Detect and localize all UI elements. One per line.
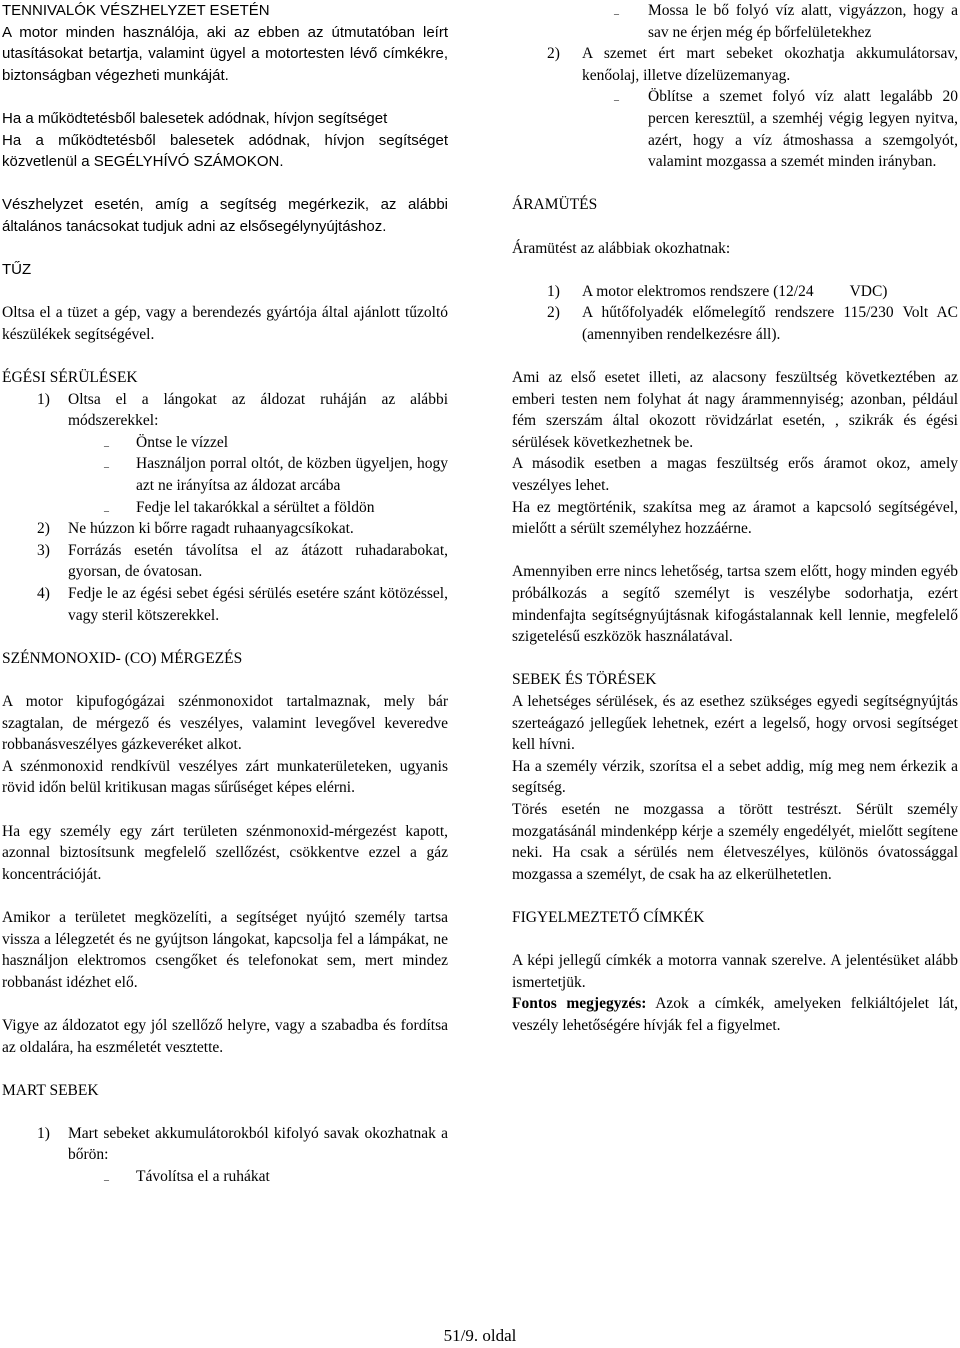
shock-heading: ÁRAMÜTÉS <box>512 196 598 214</box>
bullet-text: Használjon porral oltót, de közben ügyeljen, hogy azt ne irányítsa az áldozat arcába <box>136 455 448 495</box>
list-number: 1) <box>37 1124 50 1142</box>
list-number: 4) <box>37 585 50 603</box>
fire-heading: TŰZ <box>2 261 32 279</box>
list-text: Fedje le az égési sebet égési sérülés esetére szánt kötözéssel, vagy steril kötszerekkel. <box>68 585 448 624</box>
list-text: A hűtőfolyadék előmelegítő rendszere 115/230 Volt AC (amennyiben rendelkezésre áll). <box>582 304 958 343</box>
co-heading: SZÉNMONOXID- (CO) MÉRGEZÉS <box>2 649 243 667</box>
right-column <box>512 0 958 1037</box>
bullet-text: Távolítsa el a ruhákat <box>136 1168 270 1186</box>
list-number: 3) <box>37 541 50 559</box>
list-text: A motor elektromos rendszere (12/24 <box>582 282 814 300</box>
section-title: TENNIVALÓK VÉSZHELYZET ESETÉN <box>2 2 270 19</box>
labels-note <box>512 993 958 1036</box>
list-text: A szemet ért mart sebeket okozhatja akkumulátorsav, kenőolaj, illetve dízelüzemanyag. <box>582 45 958 84</box>
left-column <box>2 0 448 1188</box>
list-item <box>2 540 448 583</box>
list-text: Mart sebeket akkumulátorokból kifolyó savak okozhatnak a bőrön: <box>68 1124 448 1164</box>
labels-note-text: Azok a címkék, amelyeken felkiáltójelet lát, veszély lehetőségére hívják fel a figyelmet. <box>512 995 958 1034</box>
accident-line-2: Ha a működtetésből balesetek adódnak, hívjon segítséget közvetlenül a SEGÉLYHÍVÓ SZÁMOKON. <box>2 131 448 171</box>
co-paragraph-3: Ha egy személy egy zárt területen szénmonoxid-mérgezést kapott, azonnal biztosítsunk megfelelő szellőzést, csökkentve ezzel a gáz koncentrációját. <box>2 822 448 883</box>
list-number: 2) <box>547 304 560 322</box>
list-item <box>512 281 958 303</box>
list-number: 1) <box>37 390 50 408</box>
bullet-item <box>2 1166 448 1188</box>
page-number: 51/9. oldal <box>443 1326 517 1345</box>
bullet-text: Mossa le bő folyó víz alatt, vigyázzon, hogy a sav ne érjen még ép bőrfelületekhez <box>648 2 958 41</box>
list-number: 2) <box>547 45 560 63</box>
labels-paragraph-1: A képi jellegű címkék a motorra vannak szerelve. A jelentésüket alább ismertetjük. <box>512 952 958 991</box>
list-item <box>2 583 448 626</box>
shock-paragraph-1: Ami az első esetet illeti, az alacsony feszültség következtében az emberi testen nem folyhat át nagy árammennyiség; azonban, például fém szerszám által okozott rövidzárlat esetén, , szikrák és égési sérülések következhetnek be. <box>512 369 958 451</box>
co-paragraph-1: A motor kipufogógázai szénmonoxidot tartalmaznak, mely bár szagtalan, de mérgező és veszélyes, valamint levegővel keveredve robbanásveszélyes gázkeveréket alkot. <box>2 693 448 754</box>
list-item <box>2 518 448 540</box>
fractures-paragraph-3: Törés esetén ne mozgassa a törött testrészt. Sérült személy mozgatásánál mindenképp kérje a személy engedélyét, mielőtt segítene neki. Ha csak a sérülés nem életveszélyes, különös óvatossággal mozgassa a személyt, de csak ha az elkerülhetetlen. <box>512 800 958 883</box>
fractures-paragraph-2: Ha a személy vérzik, szorítsa el a sebet addig, míg meg nem érkezik a segítség. <box>512 757 958 797</box>
cuts-heading: MART SEBEK <box>2 1081 99 1099</box>
labels-heading: FIGYELMEZTETŐ CÍMKÉK <box>512 908 705 926</box>
bullet-text: Öntse le vízzel <box>136 433 229 451</box>
accident-line-1: Ha a működtetésből balesetek adódnak, hívjon segítséget <box>2 109 388 127</box>
bullet-item <box>2 453 448 496</box>
list-text: Ne húzzon ki bőrre ragadt ruhaanyagcsíkokat. <box>68 520 354 538</box>
bullet-mark: _ <box>614 5 619 16</box>
shock-paragraph-4: Amennyiben erre nincs lehetőség, tartsa szem előtt, hogy minden egyéb próbálkozás a segítő személyt is veszélybe sodorhatja, ezért mindenfajta segítségnyújtásnak kifogástalannak kell lennie, megfelelő szigetelésű eszközök használatával. <box>512 563 958 646</box>
bullet-mark: _ <box>104 458 109 470</box>
list-text: Forrázás esetén távolítsa el az átázott ruhadarabokat, gyorsan, de óvatosan. <box>68 541 448 581</box>
list-number: 1) <box>547 282 560 300</box>
bullet-mark: _ <box>104 436 109 448</box>
emergency-advice: Vészhelyzet esetén, amíg a segítség megérkezik, az alábbi általános tanácsokat tudjuk adni az elsősegélynyújtáshoz. <box>2 196 448 235</box>
fire-text: Oltsa el a tüzet a gép, vagy a berendezés gyártója által ajánlott tűzoltó készülékek segítségével. <box>2 304 448 343</box>
list-item <box>2 1123 448 1166</box>
bullet-item <box>2 497 448 519</box>
bullet-mark: _ <box>104 501 109 513</box>
bullet-text: Fedje lel takarókkal a sérültet a földön <box>136 498 375 516</box>
list-item <box>512 302 958 345</box>
co-paragraph-5: Vigye az áldozatot egy jól szellőző helyre, vagy a szabadba és fordítsa az oldalára, ha eszméletét vesztette. <box>2 1016 448 1056</box>
co-paragraph-4: Amikor a területet megközelíti, a segítséget nyújtó személy tartsa vissza a lélegzetét és ne gyújtson lángokat, kapcsolja fel a lámpákat, ne használjon elektromos csengőket és telefonokat sem, mert mindez robbanást idézhet elő. <box>2 908 448 991</box>
list-text-unit: VDC) <box>849 282 888 300</box>
shock-paragraph-2: A második esetben a magas feszültség erős áramot okoz, amely veszélyes lehet. <box>512 455 958 495</box>
burns-heading: ÉGÉSI SÉRÜLÉSEK <box>2 369 138 387</box>
intro-paragraph: A motor minden használója, aki az ebben az útmutatóban leírt utasításokat betartja, valamint ügyel a motortesten lévő címkékre, biztonságban végezheti munkáját. <box>2 23 448 84</box>
bullet-mark: _ <box>104 1171 109 1183</box>
list-item <box>512 43 958 86</box>
bullet-text: Öblítse a szemet folyó víz alatt legalább 20 percen keresztül, a szemhéj végig legyen nyitva, azért, hogy a víz átmoshassa a szemgolyót, valamint mozgassa a szemét minden irányban. <box>648 88 958 171</box>
list-item <box>2 389 448 432</box>
bullet-item <box>2 432 448 454</box>
list-number: 2) <box>37 520 50 538</box>
fractures-paragraph-1: A lehetséges sérülések, és az esethez szükséges egyedi segítségnyújtás szerteágazó jellegűek lehetnek, ezért a legelső, hogy orvosi segítséget kell hívni. <box>512 693 958 754</box>
fractures-heading: SEBEK ÉS TÖRÉSEK <box>512 671 657 689</box>
shock-intro: Áramütést az alábbiak okozhatnak: <box>512 239 731 257</box>
shock-paragraph-3: Ha ez megtörténik, szakítsa meg az áramot a kapcsoló segítségével, mielőtt a sérült személyhez hozzáérne. <box>512 498 958 538</box>
list-text: Oltsa el a lángokat az áldozat ruháján az alábbi módszerekkel: <box>68 390 448 430</box>
labels-note-bold: Fontos megjegyzés: <box>512 995 647 1013</box>
bullet-mark: _ <box>614 91 619 103</box>
bullet-item <box>512 0 958 43</box>
co-paragraph-2: A szénmonoxid rendkívül veszélyes zárt munkaterületeken, ugyanis rövid időn belül kritikusan magas sűrűséget képes elérni. <box>2 757 448 797</box>
bullet-item <box>512 86 958 172</box>
